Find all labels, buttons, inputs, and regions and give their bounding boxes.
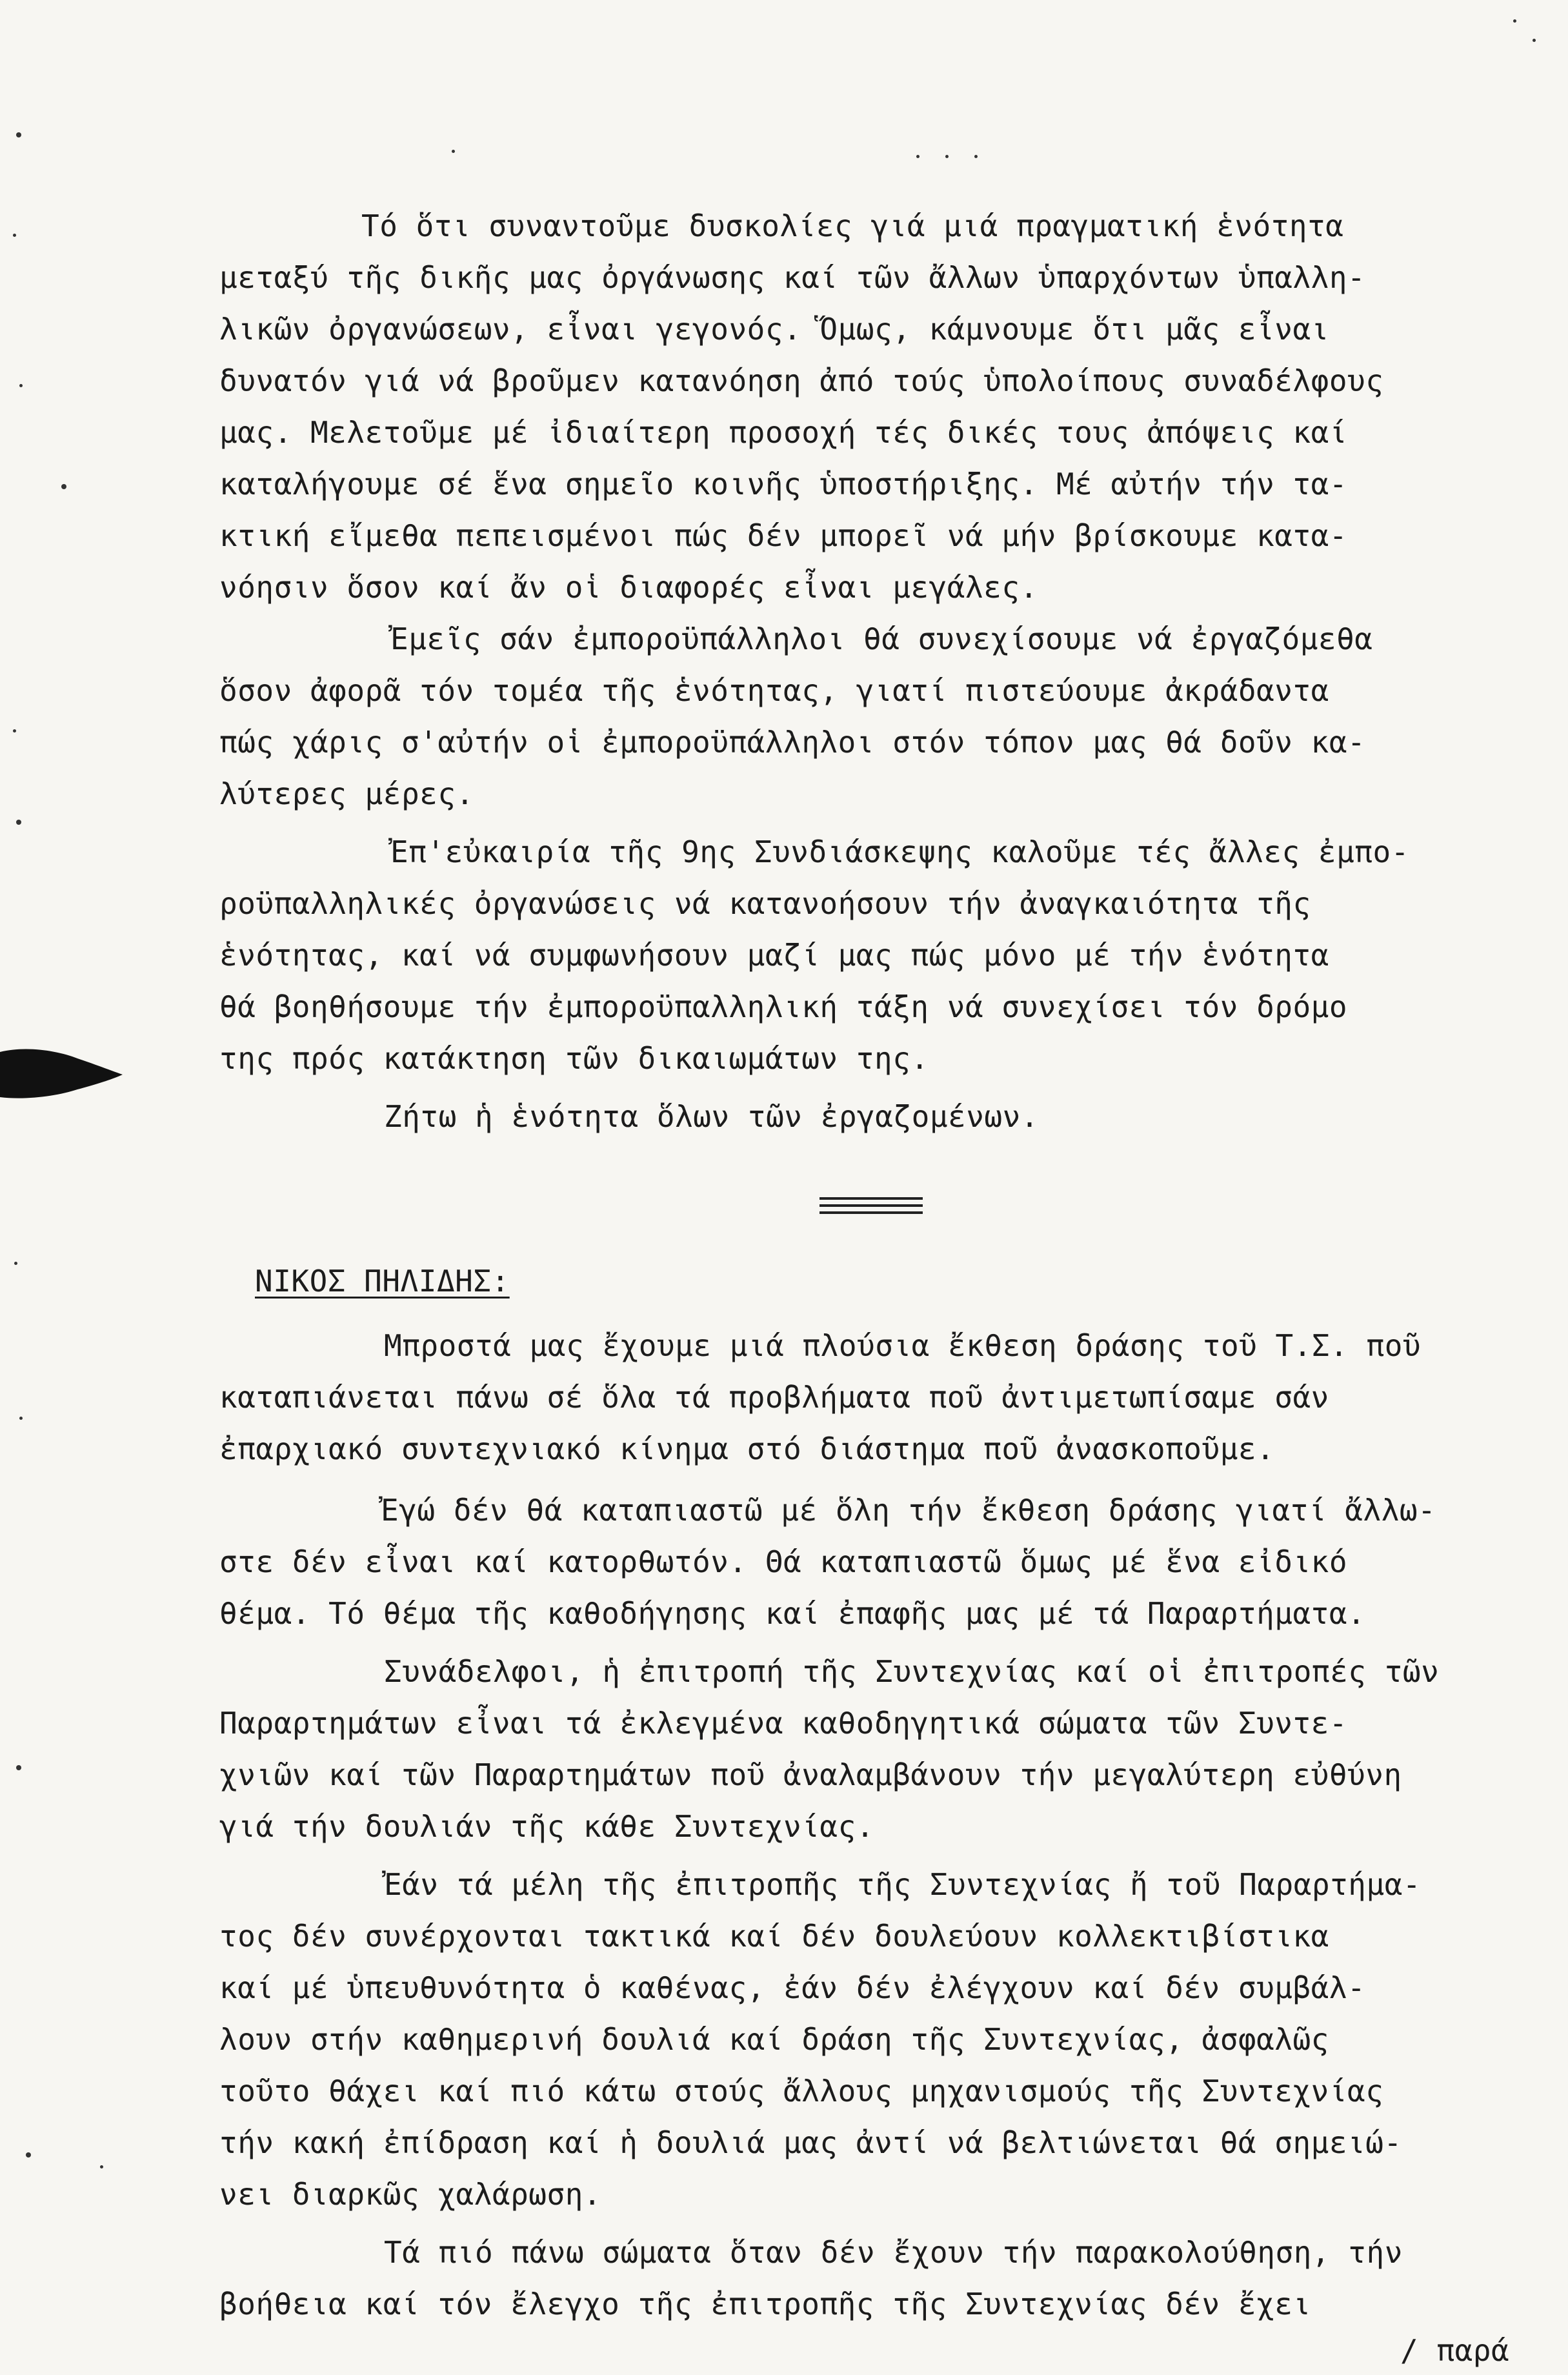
divider-rule (819, 1197, 923, 1200)
text-line: Ἐάν τά μέλη τῆς ἐπιτροπῆς τῆς Συντεχνίας ἤ τοῦ Παραρτήμα- (384, 1867, 1422, 1902)
speaker-heading: ΝΙΚΟΣ ΠΗΛΙΔΗΣ: (255, 1264, 510, 1299)
continuation-marker: / παρά (1400, 2333, 1510, 2368)
closing-line: Ζήτω ἡ ἑνότητα ὅλων τῶν ἐργαζομένων. (384, 1099, 1039, 1134)
text-line: ροϋπαλληλικές ὀργανώσεις νά κατανοήσουν τήν ἀναγκαιότητα τῆς (219, 886, 1311, 921)
text-line: Μπροστά μας ἔχουμε μιά πλούσια ἔκθεση δράσης τοῦ Τ.Σ. ποῦ (384, 1328, 1422, 1363)
text-line: Ἐμεῖς σάν ἐμποροϋπάλληλοι θά συνεχίσουμε νά ἐργαζόμεθα (390, 622, 1373, 656)
scan-speck (26, 2152, 31, 2158)
divider-rule (819, 1204, 923, 1207)
scan-speck (61, 484, 66, 489)
scan-speck (19, 384, 23, 387)
scan-speck (974, 155, 978, 158)
text-line: ὅσον ἀφορᾶ τόν τομέα τῆς ἑνότητας, γιατί πιστεύουμε ἀκράδαντα (219, 673, 1329, 708)
text-line: Παραρτημάτων εἶναι τά ἐκλεγμένα καθοδηγητικά σώματα τῶν Συντε- (219, 1706, 1348, 1741)
scan-speck (916, 155, 920, 158)
scan-speck (452, 150, 455, 153)
text-line: καταπιάνεται πάνω σέ ὅλα τά προβλήματα ποῦ ἀντιμετωπίσαμε σάν (219, 1380, 1329, 1415)
scan-speck (100, 2165, 103, 2168)
text-line: μεταξύ τῆς δικῆς μας ὀργάνωσης καί τῶν ἄλλων ὑπαρχόντων ὑπαλλη- (219, 260, 1366, 295)
text-line: χνιῶν καί τῶν Παραρτημάτων ποῦ ἀναλαμβάνουν τήν μεγαλύτερη εὐθύνη (219, 1757, 1402, 1792)
scan-speck (14, 1262, 17, 1265)
text-line: στε δέν εἶναι καί κατορθωτόν. Θά καταπιαστῶ ὅμως μέ ἕνα εἰδικό (219, 1544, 1348, 1579)
punch-hole-shadow (0, 1039, 129, 1110)
scan-speck (13, 729, 16, 733)
divider-rule (819, 1211, 923, 1214)
text-line: ἑνότητας, καί νά συμφωνήσουν μαζί μας πώς μόνο μέ τήν ἑνότητα (219, 938, 1329, 973)
text-line: Τό ὅτι συναντοῦμε δυσκολίες γιά μιά πραγματική ἑνότητα (361, 208, 1344, 243)
text-line: μας. Μελετοῦμε μέ ἰδιαίτερη προσοχή τές δικές τους ἀπόψεις καί (219, 415, 1348, 450)
text-line: λύτερες μέρες. (219, 776, 474, 811)
text-line: καταλήγουμε σέ ἕνα σημεῖο κοινῆς ὑποστήριξης. Μέ αὐτήν τήν τα- (219, 467, 1348, 501)
text-line: καί μέ ὑπευθυνότητα ὁ καθένας, ἐάν δέν ἐλέγχουν καί δέν συμβάλ- (219, 1970, 1366, 2005)
text-line: ἐπαρχιακό συντεχνιακό κίνημα στό διάστημα ποῦ ἀνασκοποῦμε. (219, 1431, 1275, 1466)
text-line: τος δέν συνέρχονται τακτικά καί δέν δουλεύουν κολλεκτιβίστικα (219, 1919, 1329, 1954)
text-line: Ἐγώ δέν θά καταπιαστῶ μέ ὅλη τήν ἔκθεση δράσης γιατί ἄλλω- (381, 1493, 1436, 1528)
scan-speck (1513, 19, 1516, 23)
scan-speck (19, 1417, 23, 1420)
scan-speck (16, 1765, 21, 1770)
text-line: κτική εἴμεθα πεπεισμένοι πώς δέν μπορεῖ νά μήν βρίσκουμε κατα- (219, 518, 1348, 553)
scan-speck (16, 820, 21, 825)
text-line: λικῶν ὀργανώσεων, εἶναι γεγονός. Ὅμως, κάμνουμε ὅτι μᾶς εἶναι (219, 312, 1329, 347)
scan-speck (1533, 39, 1536, 42)
text-line: τήν κακή ἐπίδραση καί ἡ δουλιά μας ἀντί νά βελτιώνεται θά σημειώ- (219, 2125, 1402, 2160)
text-line: βοήθεια καί τόν ἔλεγχο τῆς ἐπιτροπῆς τῆς Συντεχνίας δέν ἔχει (219, 2287, 1311, 2321)
scan-speck (16, 132, 21, 137)
text-line: πώς χάρις σ'αὐτήν οἱ ἐμποροϋπάλληλοι στόν τόπον μας θά δοῦν κα- (219, 725, 1366, 760)
text-line: λουν στήν καθημερινή δουλιά καί δράση τῆς Συντεχνίας, ἀσφαλῶς (219, 2022, 1329, 2057)
scan-speck (13, 234, 16, 237)
text-line: της πρός κατάκτηση τῶν δικαιωμάτων της. (219, 1041, 929, 1076)
text-line: Τά πιό πάνω σώματα ὅταν δέν ἔχουν τήν παρακολούθηση, τήν (384, 2235, 1403, 2270)
text-line: γιά τήν δουλιάν τῆς κάθε Συντεχνίας. (219, 1809, 874, 1844)
text-line: θέμα. Τό θέμα τῆς καθοδήγησης καί ἐπαφῆς μας μέ τά Παραρτήματα. (219, 1596, 1366, 1631)
scan-speck (945, 155, 949, 158)
text-line: θά βοηθήσουμε τήν ἐμποροϋπαλληλική τάξη νά συνεχίσει τόν δρόμο (219, 989, 1348, 1024)
text-line: Συνάδελφοι, ἡ ἐπιτροπή τῆς Συντεχνίας καί οἱ ἐπιτροπές τῶν (384, 1654, 1440, 1689)
text-line: νει διαρκῶς χαλάρωση. (219, 2177, 602, 2212)
text-line: Ἐπ'εὐκαιρία τῆς 9ης Συνδιάσκεψης καλοῦμε τές ἄλλες ἐμπο- (390, 834, 1409, 869)
text-line: τοῦτο θάχει καί πιό κάτω στούς ἄλλους μηχανισμούς τῆς Συντεχνίας (219, 2074, 1384, 2108)
text-line: νόησιν ὅσον καί ἄν οἱ διαφορές εἶναι μεγάλες. (219, 570, 1038, 605)
text-line: δυνατόν γιά νά βροῦμεν κατανόηση ἀπό τούς ὑπολοίπους συναδέλφους (219, 363, 1384, 398)
